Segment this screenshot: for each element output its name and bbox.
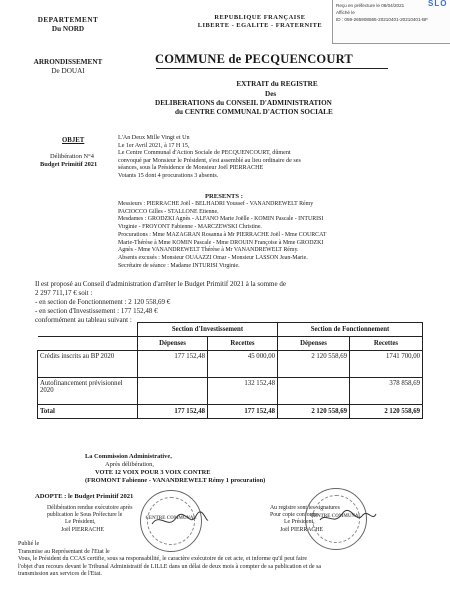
- extrait-heading: EXTRAIT du REGISTRE: [236, 80, 318, 88]
- table-header-row: [38, 323, 423, 337]
- table-corner: [38, 323, 138, 337]
- invest-section-header: Section d'Investissement: [138, 323, 278, 337]
- cert-line: Le Président,: [65, 519, 96, 526]
- adoption-statement: ADOPTE : le Budget Primitif 2021: [35, 493, 134, 500]
- ccas-heading: du CENTRE COMMUNAL D'ACTION SOCIALE: [175, 108, 333, 116]
- receipt-line: Affiché le: [336, 10, 355, 16]
- cell-value: 177 152,48: [138, 351, 208, 378]
- attendance-line: Absents excusés : Monsieur OUAAZZI Omar - Monsieur LASSON Jean-Marie.: [118, 254, 308, 261]
- budget-table: [37, 322, 423, 419]
- cell-value: 2 120 558,69: [278, 351, 350, 378]
- invest-depenses-header: Dépenses: [138, 337, 208, 351]
- receipt-mark: SLO: [428, 0, 448, 8]
- intro-line: Le 1er Avril 2021, à 17 H 15,: [118, 142, 190, 149]
- attendance-line: Messieurs : PIERRACHE Joël - BELHADRI Youssef - VANANDREWELT Rémy: [118, 201, 314, 207]
- legal-footer: [18, 541, 428, 579]
- receipt-line: ID : 059-265908565-20210401-20210401-BF: [336, 17, 428, 23]
- cell-value: [278, 378, 350, 405]
- row-label: Autofinancement prévisionnel 2020: [38, 378, 138, 405]
- footer-line: Publié le: [18, 541, 40, 547]
- row-label: Crédits inscrits au BP 2020: [38, 351, 138, 378]
- proposal-line: - en section de Fonctionnement : 2 120 558,69 €: [35, 298, 171, 306]
- proposal-line: 2 297 711,17 € soit :: [35, 289, 93, 297]
- intro-line: convoqué par Monsieur le Président, s'est assemblé au lieu ordinaire de ses: [118, 157, 301, 164]
- total-value: 2 120 558,69: [278, 405, 350, 419]
- attendance-line: PACIOCCO Gilles - STALLONE Etienne.: [118, 208, 219, 215]
- vote-line: VOTE 12 VOIX POUR 3 VOIX CONTRE: [95, 469, 211, 476]
- attendance-line: Mesdames : GRODZKI Agnès - ALFANO Marie Joëlle - KOMIN Pascale - INTURISI: [118, 216, 324, 223]
- fonct-recettes-header: Recettes: [350, 337, 423, 351]
- table-row: [38, 351, 423, 378]
- vote-line: La Commission Administrative,: [85, 453, 172, 460]
- vote-line: Après délibération,: [105, 461, 154, 468]
- intro-line: séances, sous la Présidence de Monsieur Joël PIERRACHE: [118, 165, 264, 172]
- commune-title: COMMUNE de PECQUENCOURT: [155, 52, 353, 66]
- intro-line: Le Centre Communal d'Action Sociale de PECQUENCOURT, dûment: [118, 150, 291, 157]
- table-subheader-row: [38, 337, 423, 351]
- attendance-list: [118, 201, 408, 270]
- presents-label: PRESENTS :: [205, 193, 243, 200]
- budget-proposal: [35, 280, 415, 325]
- cert-line: Délibération rendue exécutoire après: [47, 505, 133, 511]
- copie-line: Au registre sont les signatures: [270, 505, 340, 511]
- footer-line: Vous, le Président du CCAS certifie, sous sa responsabilité, le caractère exécutoire de cet acte, et informe qu'il peut faire: [18, 556, 308, 563]
- cell-value: 1741 700,00: [350, 351, 423, 378]
- fonct-section-header: Section de Fonctionnement: [278, 323, 423, 337]
- cert-line: Joël PIERRACHE: [61, 526, 104, 533]
- prefecture-receipt-box: [332, 0, 450, 44]
- invest-recettes-header: Recettes: [208, 337, 278, 351]
- attendance-line: Procurations : Mme MAZAGRAN Rosanna à Mr PIERRACHE Joël - Mme COURCAT: [118, 231, 327, 238]
- signature: [318, 508, 378, 530]
- republic-name: REPUBLIQUE FRANÇAISE: [214, 14, 306, 21]
- vote-result: [85, 453, 345, 485]
- footer-line: Transmise au Représentant de l'Etat le: [18, 548, 110, 555]
- seal-text: CENTRE COMMUNAL: [310, 514, 362, 519]
- attendance-line: Virginie - FROYONT Fabienne - MARCZEWSKI Christine.: [118, 224, 262, 231]
- seal-text: CENTRE COMMUNAL: [145, 516, 197, 521]
- copie-line: Le Président,: [284, 519, 315, 526]
- copie-line: Joël PIERRACHE: [280, 526, 323, 533]
- cell-value: 45 000,00: [208, 351, 278, 378]
- republic-header: [180, 14, 340, 30]
- signature: [150, 510, 210, 532]
- intro-line: Votants 15 dont 4 procurations 3 absents.: [118, 172, 219, 179]
- attendance-line: Secrétaire de séance : Madame INTURISI Virginie.: [118, 262, 240, 269]
- departement-label: DEPARTEMENT: [37, 16, 99, 24]
- total-label: Total: [38, 405, 138, 419]
- fonct-depenses-header: Dépenses: [278, 337, 350, 351]
- table-corner: [38, 337, 138, 351]
- arrondissement-label: ARRONDISSEMENT: [33, 58, 103, 66]
- footer-line: transmission aux services de l'Etat.: [18, 571, 102, 578]
- total-value: 177 152,48: [138, 405, 208, 419]
- title-rule: [156, 68, 388, 69]
- deliberation-number: Délibération N°4: [50, 153, 94, 160]
- table-row: [38, 378, 423, 405]
- vote-line: (FROMONT Fabienne - VANANDREWELT Rémy 1 procuration): [85, 477, 266, 484]
- copie-line: Pour copie conforme: [270, 512, 319, 519]
- objet-label: OBJET: [62, 137, 85, 144]
- arrondissement-name: De DOUAI: [51, 67, 85, 75]
- table-total-row: [38, 405, 423, 419]
- intro-line: L'An Deux Mille Vingt et Un: [118, 135, 190, 141]
- deliberations-heading: DELIBERATIONS du CONSEIL D'ADMINISTRATION: [155, 99, 332, 107]
- republic-motto: LIBERTE - EGALITE - FRATERNITE: [197, 22, 323, 29]
- session-intro: [118, 135, 378, 181]
- proposal-line: - en section d'Investissement : 177 152,48 €: [35, 307, 158, 315]
- cell-value: [138, 378, 208, 405]
- deliberation-subject: Budget Primitif 2021: [40, 161, 98, 168]
- proposal-line: Il est proposé au Conseil d'administration d'arrêter le Budget Primitif 2021 à la somme de: [35, 280, 286, 288]
- cell-value: 132 152,48: [208, 378, 278, 405]
- receipt-line: Reçu en préfecture le 06/04/2021: [336, 3, 405, 8]
- total-value: 2 120 558,69: [350, 405, 423, 419]
- footer-line: l'objet d'un recours devant le Tribunal Administratif de LILLE dans un délai de deux mois à compter de sa publication et de sa: [18, 563, 322, 570]
- cert-line: publication le Sous Préfecture le: [47, 512, 123, 519]
- departement-name: Du NORD: [51, 25, 85, 33]
- attendance-line: Agnès - Mme VANANDREWELT Thérèse à Mr VANANDREWELT Rémy.: [118, 247, 299, 254]
- total-value: 177 152,48: [208, 405, 278, 419]
- des-heading: Des: [265, 90, 277, 98]
- cell-value: 378 858,69: [350, 378, 423, 405]
- attendance-line: Marie-Thérèse à Mme KOMIN Pascale - Mme DROUIN Françoise à Mme GRODZKI: [118, 239, 324, 246]
- proposal-line: conformément au tableau suivant :: [35, 316, 132, 324]
